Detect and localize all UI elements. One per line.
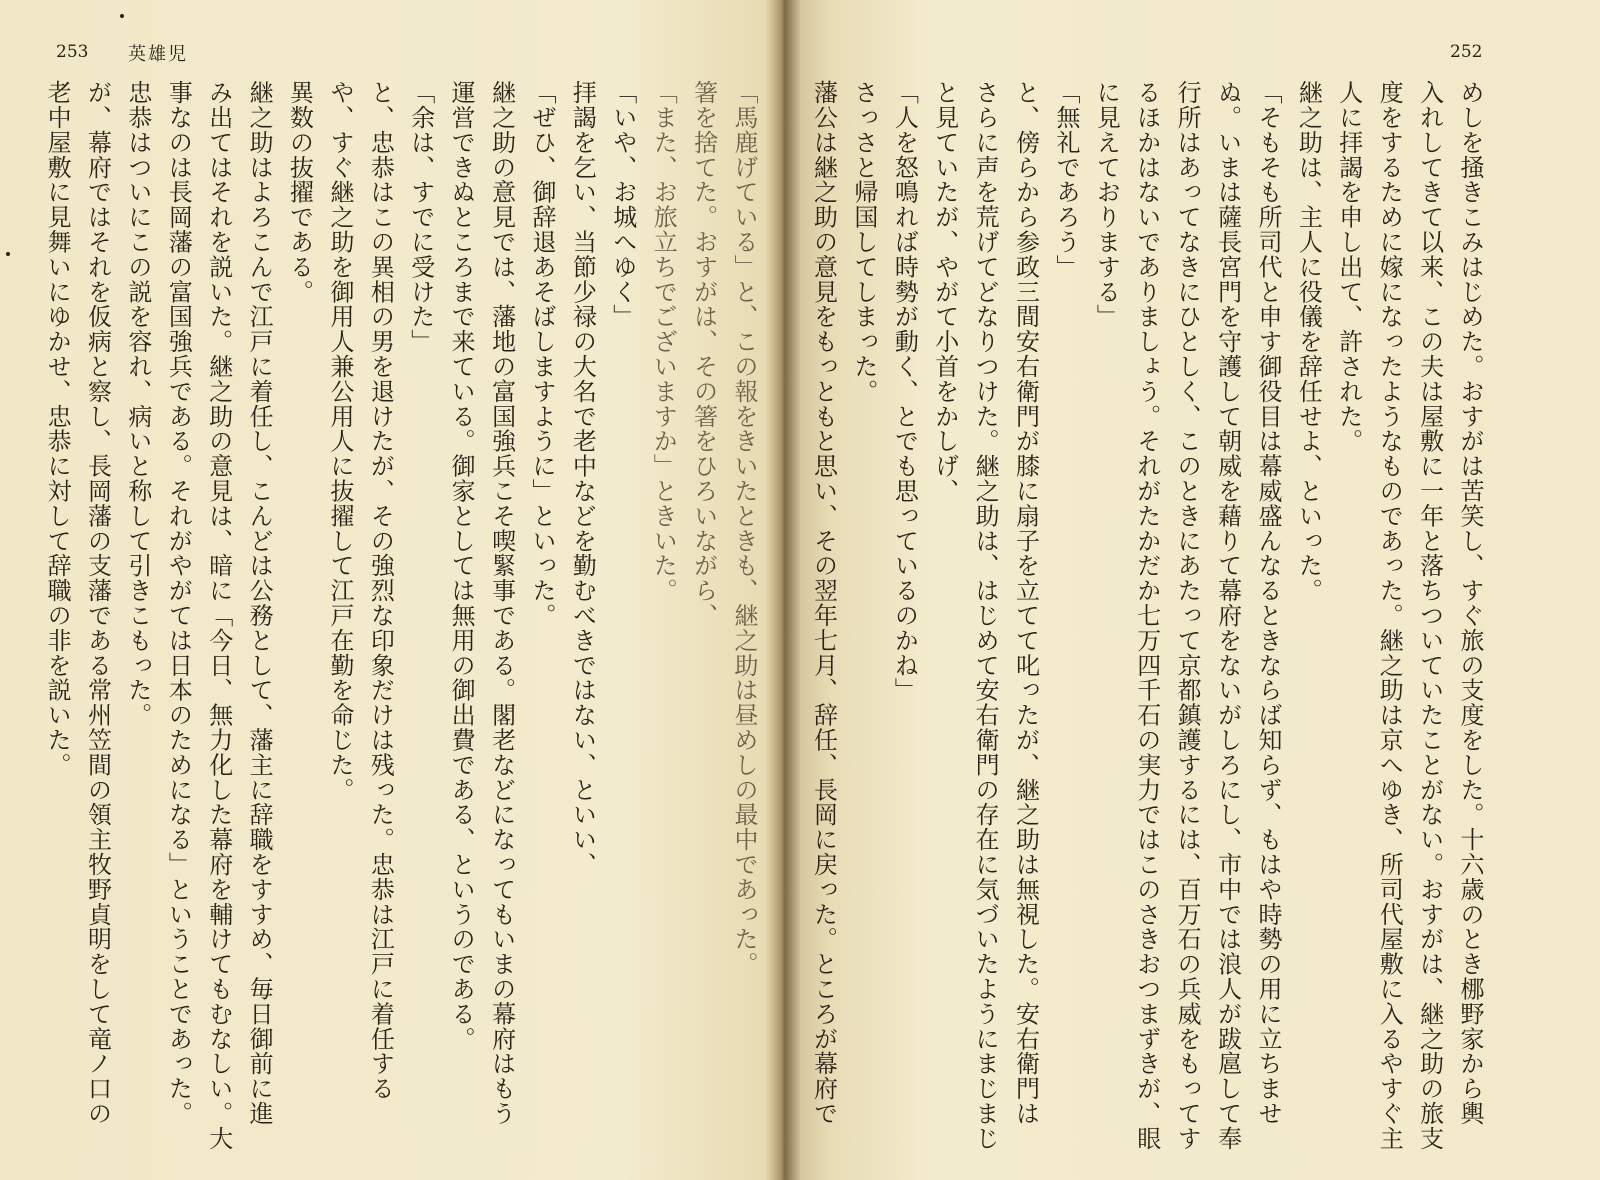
text-line: さらに声を荒げてどなりつけた。継之助は、はじめて安右衛門の存在に気づいたようにまじまじ xyxy=(971,80,1000,1151)
text-line: ぬ。いまは薩長宮門を守護して朝威を藉りて幕府をないがしろにし、市中では浪人が跋扈して奉 xyxy=(1213,80,1242,1151)
text-line: 老中屋敷に見舞いにゆかせ、忠恭に対して辞職の非を説いた。 xyxy=(43,80,72,778)
text-line: 「また、お旅立ちでございますか」ときいた。 xyxy=(649,80,678,603)
text-line: 「いや、お城へゆく」 xyxy=(608,80,637,329)
text-line: 「無礼であろう」 xyxy=(1051,80,1080,280)
text-line: 拝謁を乞い、当節少禄の大名で老中などを勤むべきではない、といい、 xyxy=(568,80,597,877)
text-line: 箸を捨てた。おすがは、その箸をひろいながら、 xyxy=(689,80,718,628)
text-line: 運営できぬところまで来ている。御家としては無用の御出費である、というのである。 xyxy=(447,80,476,1052)
running-head: 英雄児 xyxy=(128,44,188,65)
text-line: 忠恭はついにこの説を容れ、病いと称して引きこもった。 xyxy=(123,80,152,728)
text-line: 藩公は継之助の意見をもっともと思い、その翌年七月、辞任、長岡に戻った。ところが幕府で xyxy=(809,80,838,1126)
text-line: 行所はあってなきにひとしく、このときにあたって京都鎮護するには、百万石の兵威をもってす xyxy=(1173,80,1202,1151)
text-line: 継之助の意見では、藩地の富国強兵こそ喫緊事である。閣老などになってもいまの幕府はもう xyxy=(487,80,516,1126)
text-line: めしを掻きこみはじめた。おすがは苦笑し、すぐ旅の支度をした。十六歳のとき梛野家から輿 xyxy=(1456,80,1484,1126)
text-line: 「そもそも所司代と申す御役目は幕威盛んなるときならば知らず、もはや時勢の用に立ちませ xyxy=(1253,80,1282,1126)
text-line: に見えておりまする」 xyxy=(1092,80,1121,329)
text-line: さっさと帰国してしまった。 xyxy=(849,80,878,404)
text-line: 継之助はよろこんで江戸に着任し、こんどは公務として、藩主に辞職をすすめ、毎日御前に進 xyxy=(245,80,274,1126)
text-line: 異数の抜擢である。 xyxy=(285,80,314,305)
text-line: 度をするために嫁になったようなものであった。継之助は京へゆき、所司代屋敷に入るやすぐ主 xyxy=(1375,80,1404,1151)
ink-speck xyxy=(120,14,124,18)
text-line: 「ぜひ、御辞退あそばしますように」といった。 xyxy=(527,80,556,628)
text-line: 事なのは長岡藩の富国強兵である。それがやがては日本のためになる」ということであった。 xyxy=(164,80,193,1126)
text-line: 「余は、すでに受けた」 xyxy=(406,80,435,354)
text-line: 入れしてきて以来、この夫は屋敷に一年と落ちついていたことがない。おすがは、継之助の旅支 xyxy=(1415,80,1444,1151)
page-number: 253 xyxy=(56,42,89,62)
ink-speck xyxy=(6,252,10,256)
page-number: 252 xyxy=(1450,42,1483,62)
text-line: や、すぐ継之助を御用人兼公用人に抜擢して江戸在勤を命じた。 xyxy=(325,80,354,803)
left-page-text xyxy=(40,80,764,1165)
right-page-text xyxy=(800,80,1490,1165)
text-line: るほかはないでありましょう。それがたかだか七万四千石の実力ではこのさきおつまずきが、眼 xyxy=(1132,80,1161,1151)
text-line: み出てはそれを説いた。継之助の意見は、暗に「今日、無力化した幕府を輔けてもむなしい。大 xyxy=(204,80,233,1151)
text-line: と、忠恭はこの異相の男を退けたが、その強烈な印象だけは残った。忠恭は江戸に着任する xyxy=(366,80,395,1101)
right-page xyxy=(782,0,1600,1180)
text-line: 継之助は、主人に役儀を辞任せよ、といった。 xyxy=(1294,80,1323,603)
text-line: 人に拝謁を申し出て、許された。 xyxy=(1334,80,1363,454)
text-line: と、傍らから参政三間安右衛門が膝に扇子を立てて叱ったが、継之助は無視した。安右衛門は xyxy=(1011,80,1040,1126)
text-line: 「人を怒鳴れば時勢が動く、とでも思っているのかね」 xyxy=(890,80,919,703)
text-line: 「馬鹿げている」と、この報をきいたときも、継之助は昼めしの最中であった。 xyxy=(730,80,758,977)
text-line: と見ていたが、やがて小首をかしげ、 xyxy=(930,80,959,504)
text-line: が、幕府ではそれを仮病と察し、長岡藩の支藩である常州笠間の領主牧野貞明をして竜ノ口の xyxy=(83,80,112,1126)
left-page xyxy=(0,0,782,1180)
book-gutter xyxy=(766,0,800,1180)
